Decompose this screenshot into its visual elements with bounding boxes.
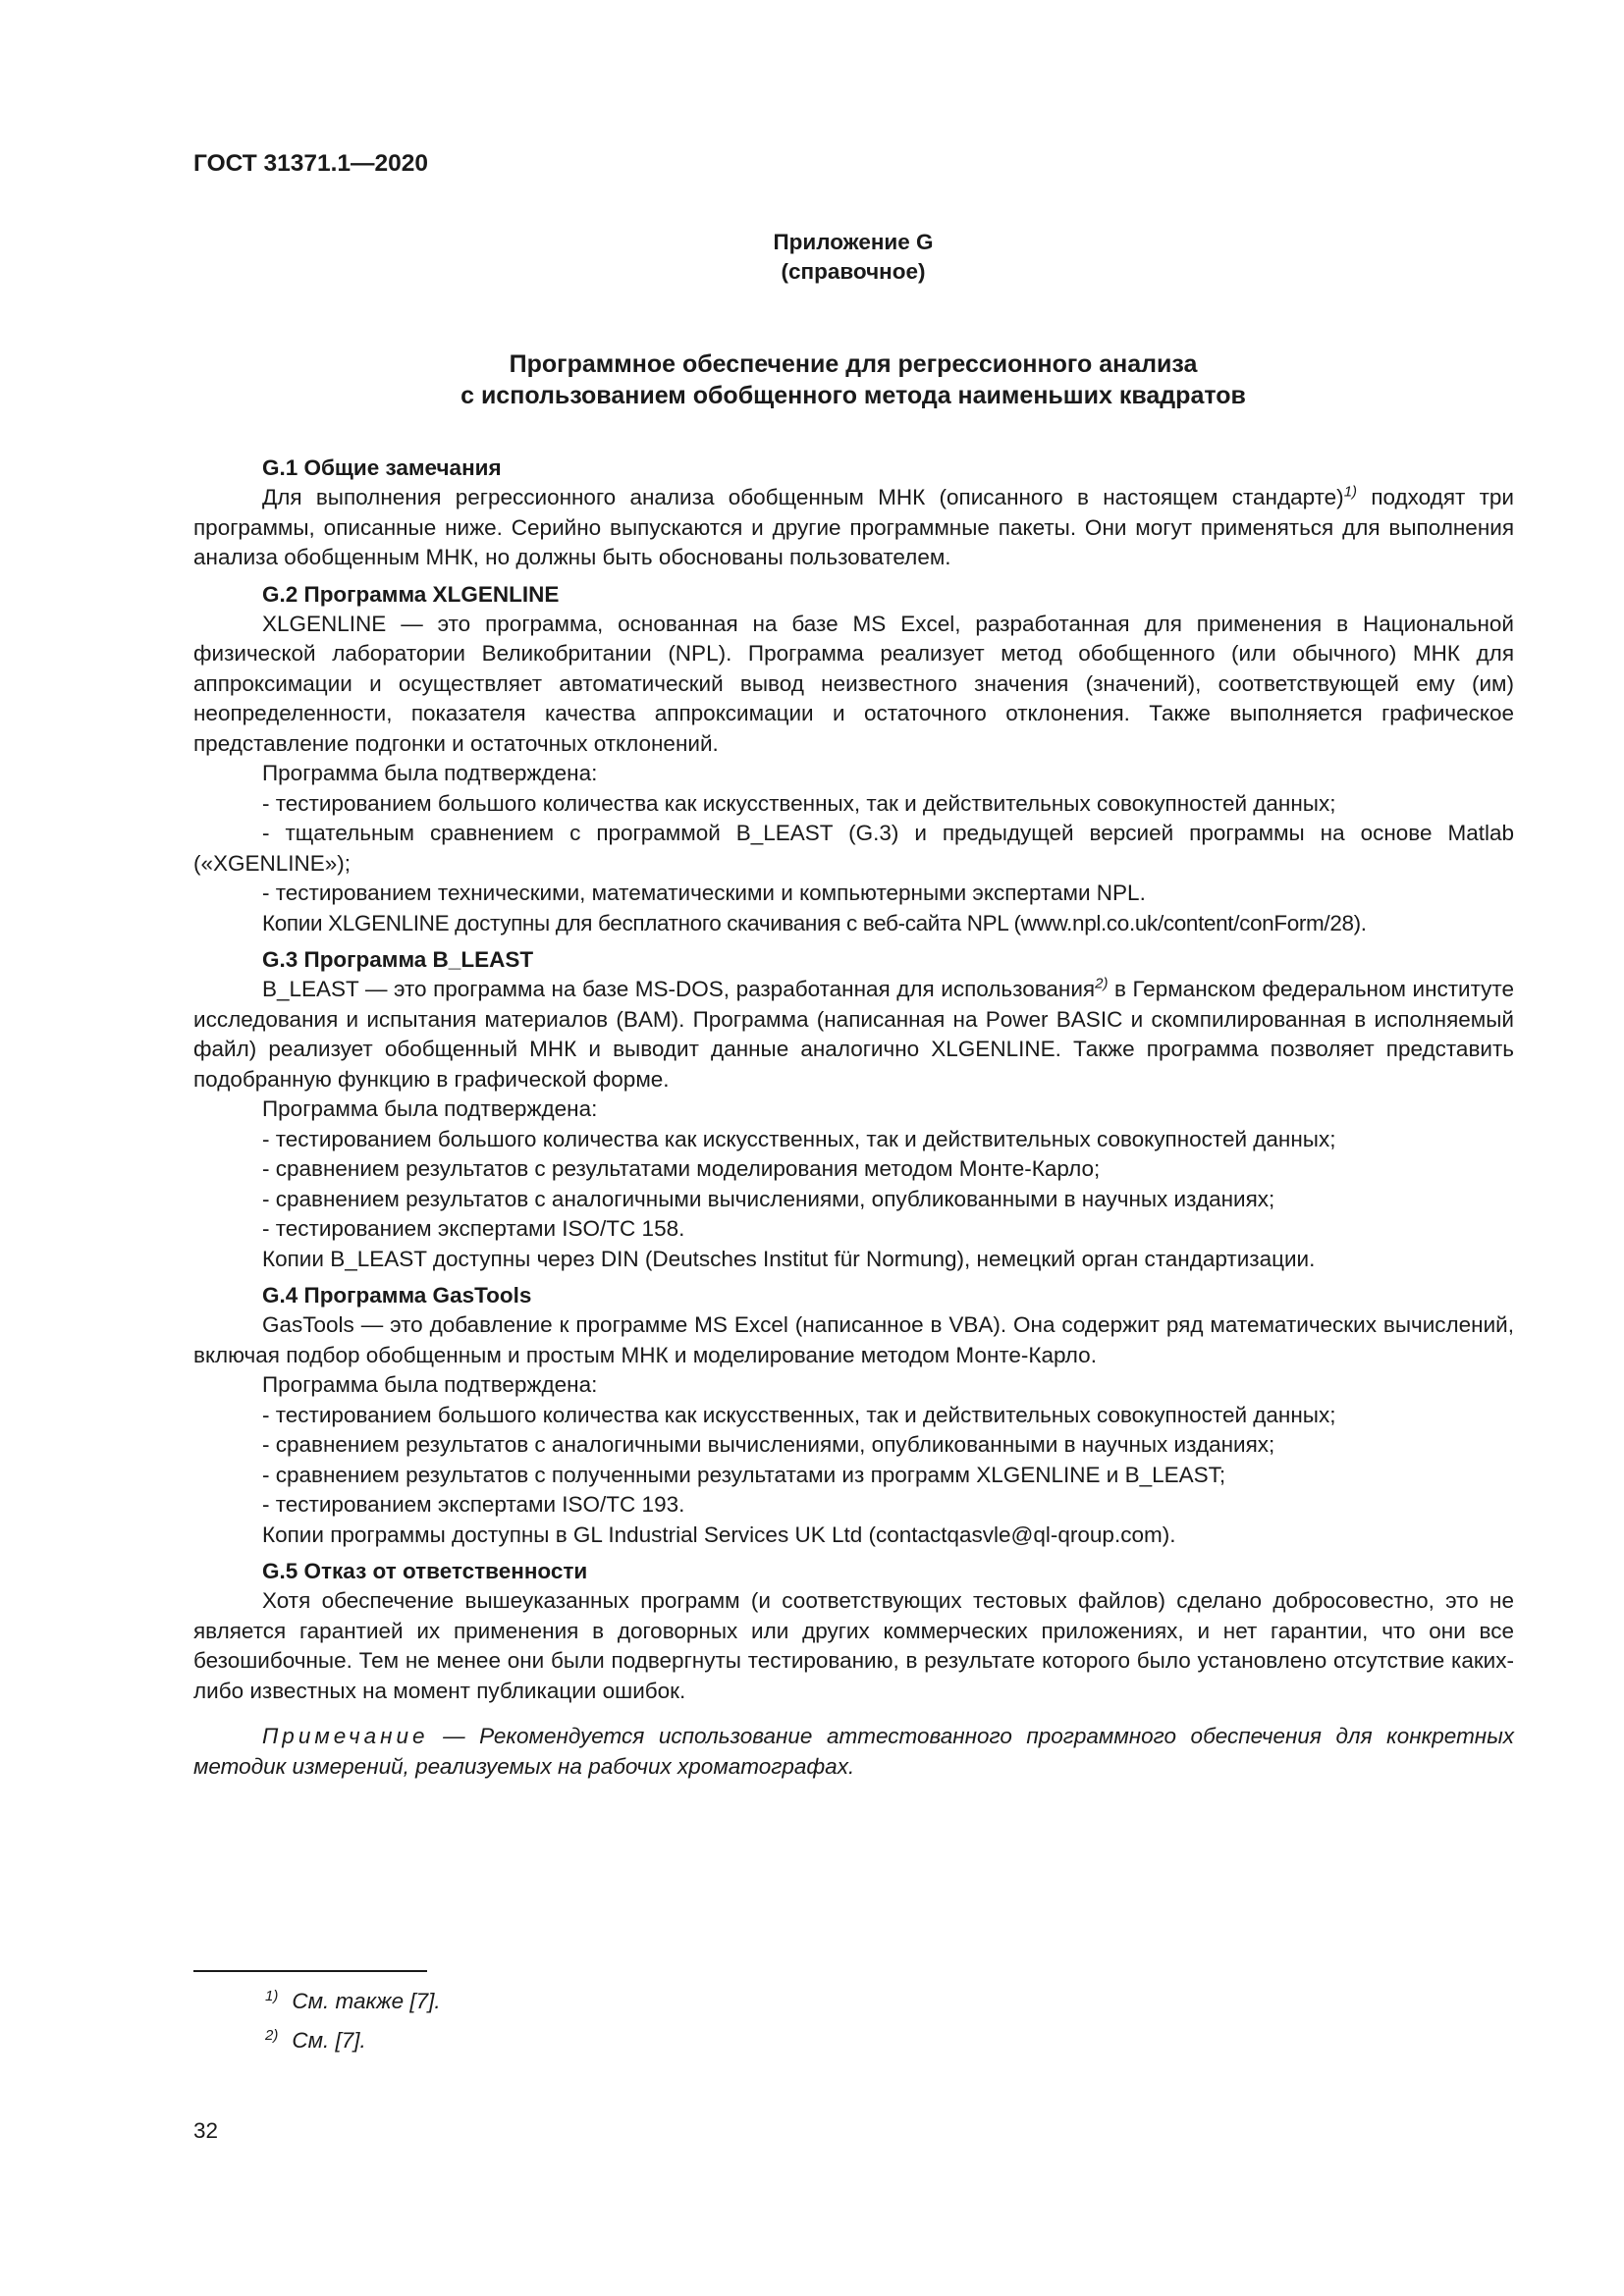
list-item: - тестированием экспертами ISO/TC 193. [262,1492,685,1517]
annex-title-line-1: Программное обеспечение для регрессионного анализа [509,350,1198,378]
list-item: - тестированием экспертами ISO/TC 158. [262,1216,685,1241]
paragraph: Копии XLGENLINE доступны для бесплатного скачивания с веб-сайта NPL (www.npl.co.uk/content/conForm/28). [262,910,1367,935]
list-item: - тестированием техническими, математическими и компьютерными экспертами NPL. [262,881,1146,905]
paragraph: Программа была подтверждена: [262,1372,598,1397]
paragraph: Копии B_LEAST доступны через DIN (Deutsches Institut für Normung), немецкий орган стандартизации. [262,1246,1316,1271]
footnote-ref-2: 2) [1095,975,1109,992]
note-text: — Рекомендуется использование аттестованного программного обеспечения для конкретных методик измерений, реализуемых на рабочих хроматографах. [193,1724,1514,1779]
footnote-1 [265,1987,441,2017]
list-item: - сравнением результатов с аналогичными вычислениями, опубликованными в научных изданиях; [262,1432,1275,1457]
footnote-text: См. также [7]. [292,1989,441,2013]
annex-label: Приложение G [773,230,934,254]
paragraph: Хотя обеспечение вышеуказанных программ (и соответствующих тестовых файлов) сделано добросовестно, это не является гарантией их применения в договорных или других коммерческих приложениях, и нет гарантии, что они все безошибочные. Тем не менее они были подвергнуты тестированию, в результате которого было установлено отсутствие каких-либо известных на момент публикации ошибок. [193,1588,1514,1703]
paragraph: Программа была подтверждена: [262,1096,598,1121]
list-item: - тестированием большого количества как искусственных, так и действительных совокупностей данных; [262,790,1336,816]
paragraph [193,975,1514,1095]
document-body [193,447,1514,1804]
paragraph-text: Для выполнения регрессионного анализа обобщенным МНК (описанного в настоящем стандарте) [262,485,1344,509]
section-heading-g4: G.4 Программа GasTools [262,1283,532,1308]
list-item: - сравнением результатов с полученными результатами из программ XLGENLINE и B_LEAST; [262,1462,1226,1487]
section-heading-g5: G.5 Отказ от ответственности [262,1559,588,1583]
section-heading-g1: G.1 Общие замечания [262,455,502,480]
paragraph [193,483,1514,573]
paragraph-text: в Германском федеральном институте исследования и испытания материалов (BAM). Программа (написанная на Power BASIC и скомпилированная в исполняемый файл) реализует обобщенный МНК и выводит данные аналогично XLGENLINE. Также программа позволяет представить подобранную функцию в графической форме. [193,977,1514,1092]
list-item: - тестированием большого количества как искусственных, так и действительных совокупностей данных; [262,1402,1336,1427]
footnote-mark: 2) [265,2026,279,2044]
footnote-text: См. [7]. [292,2028,366,2053]
paragraph: Программа была подтверждена: [262,761,598,785]
footnote-divider [193,1970,427,1972]
list-item: - тестированием большого количества как искусственных, так и действительных совокупностей данных; [262,1126,1336,1151]
paragraph: XLGENLINE — это программа, основанная на базе MS Excel, разработанная для применения в Национальной физической лаборатории Великобритании (NPL). Программа реализует метод обобщенного (или обычного) МНК для аппроксимации и осуществляет автоматический вывод неизвестного значения (значений), соответствующей ему (им) неопределенности, показателя качества аппроксимации и остаточного отклонения. Также выполняется графическое представление подгонки и остаточных отклонений. [193,611,1514,756]
list-item: - сравнением результатов с результатами моделирования методом Монте-Карло; [262,1156,1101,1181]
annex-type: (справочное) [781,259,926,284]
note-label: Примечание [262,1724,429,1748]
standard-header: ГОСТ 31371.1—2020 [193,150,429,177]
section-heading-g3: G.3 Программа B_LEAST [262,947,534,972]
note [193,1722,1514,1782]
list-item: - сравнением результатов с аналогичными вычислениями, опубликованными в научных изданиях; [262,1186,1275,1211]
list-item: - тщательным сравнением с программой B_LEAST (G.3) и предыдущей версией программы на основе Matlab («XGENLINE»); [193,821,1514,876]
paragraph: Копии программы доступны в GL Industrial Services UK Ltd (contactqasvle@ql-qroup.com). [262,1522,1176,1547]
footnote-2 [265,2026,366,2056]
footnote-mark: 1) [265,1987,279,2004]
section-heading-g2: G.2 Программа XLGENLINE [262,581,560,607]
page-number: 32 [193,2118,219,2143]
footnote-ref-1: 1) [1343,483,1358,501]
annex-title-line-2: с использованием обобщенного метода наименьших квадратов [460,382,1246,409]
paragraph-text: B_LEAST — это программа на базе MS-DOS, разработанная для использования [262,977,1096,1001]
paragraph: GasTools — это добавление к программе MS Excel (написанное в VBA). Она содержит ряд математических вычислений, включая подбор обобщенным и простым МНК и моделирование методом Монте-Карло. [193,1312,1514,1367]
paragraph-text: подходят три программы, описанные ниже. Серийно выпускаются и другие программные пакеты. Они могут применяться для выполнения анализа обобщенным МНК, но должны быть обоснованы пользователем. [193,485,1514,569]
